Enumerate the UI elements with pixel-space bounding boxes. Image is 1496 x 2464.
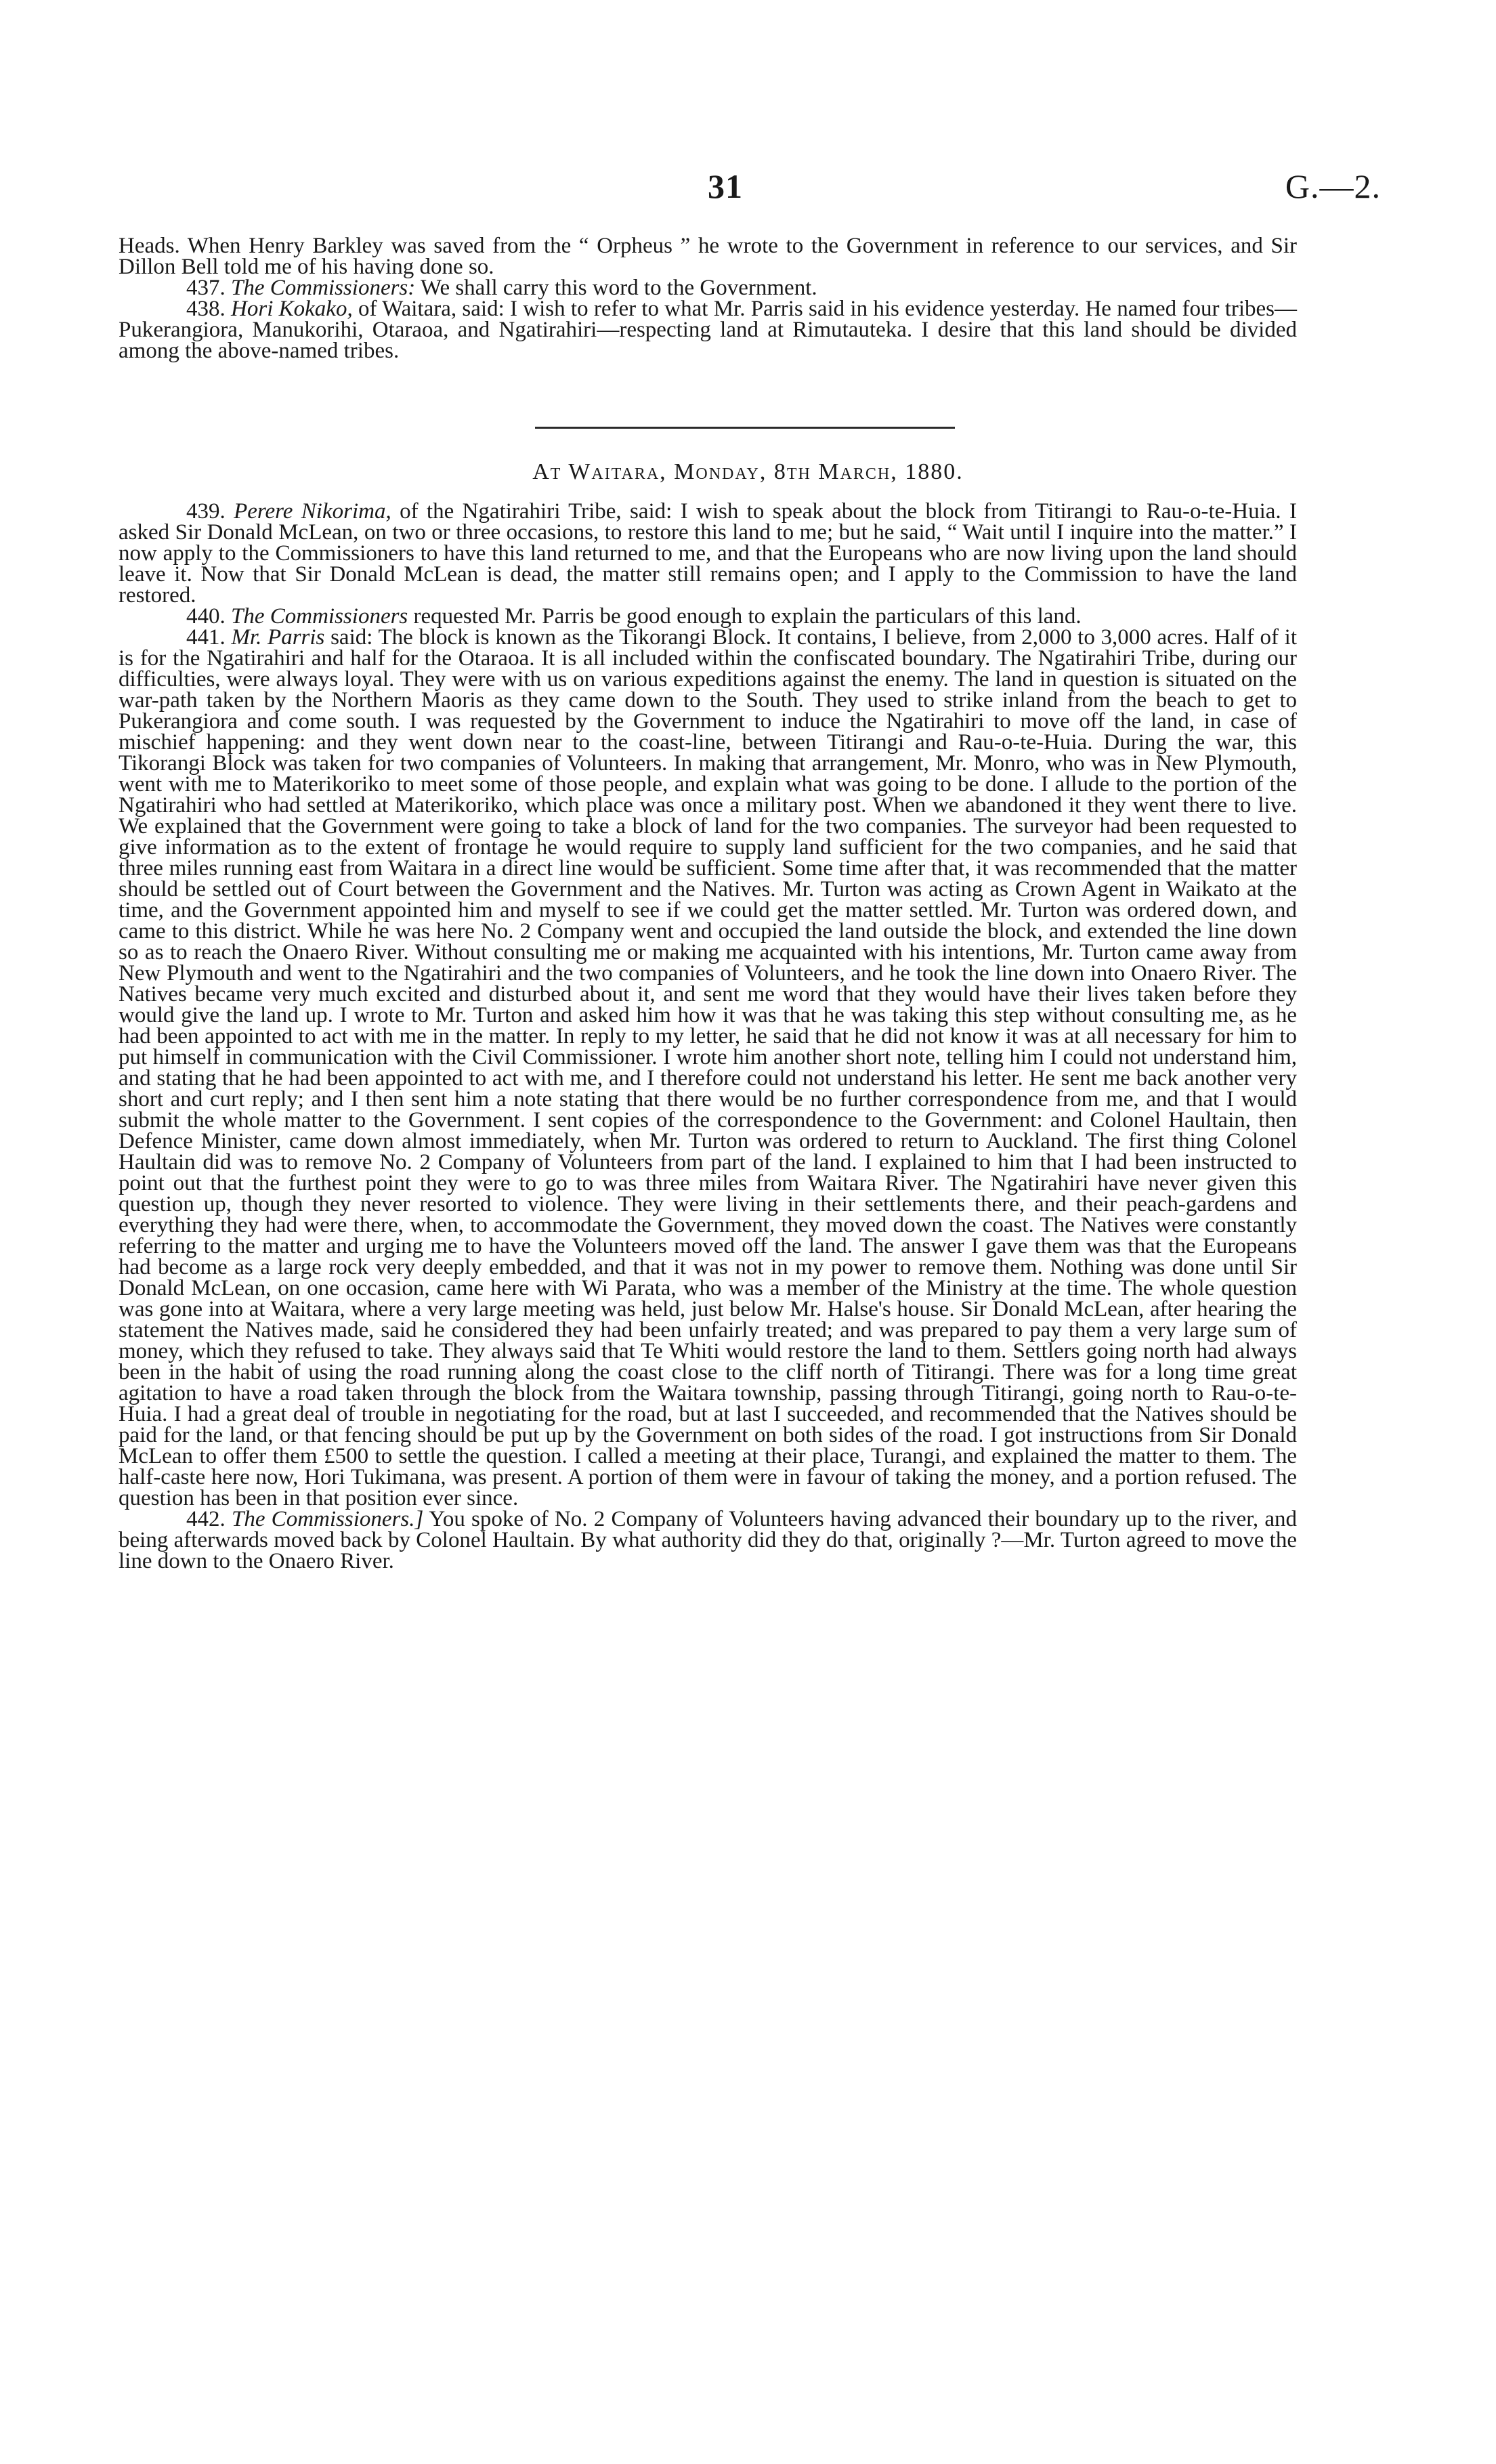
paragraph-number: 438. — [186, 297, 226, 321]
speaker-name: Hori Kokako, — [231, 297, 353, 321]
paragraph-text: You spoke of No. 2 Company of Volunteers having advanced their boundary up to the river, and being afterwards moved back by Colonel Haultain. By what authority did they do that, originally ?—Mr. Turton agreed to move the line down to the Onaero River. — [119, 1507, 1297, 1573]
section-divider — [535, 427, 955, 429]
paragraph-text: of the Ngatirahiri Tribe, said: I wish to speak about the block from Titirangi to Rau-o-te-Huia. I asked Sir Donald McLean, on two or three occasions, to restore this land to me; but he said, “ Wait until I inquire into the matter.” I now apply to the Commissioners to have this land returned to me, and that the Europeans who are now living upon the land should leave it. Now that Sir Donald McLean is dead, the matter still remains open; and I apply to the Commission to have the land restored. — [119, 499, 1297, 608]
paragraph-number: 441. — [186, 625, 226, 650]
speaker-name: The Commissioners — [231, 604, 408, 629]
paragraph-440 — [119, 606, 1297, 627]
paragraph-441 — [119, 627, 1297, 1509]
paragraph-number: 440. — [186, 604, 226, 629]
paragraph-439 — [119, 501, 1297, 606]
paragraph-text: said: The block is known as the Tikorangi Block. It contains, I believe, from 2,000 to 3,000 acres. Half of it is for the Ngatirahiri and half for the Otaraoa. It is all included within the confiscated boundary. The Ngatirahiri Tribe, during our difficulties, were always loyal. They were with us on various expeditions against the enemy. The land in question is situated on the war-path taken by the Northern Maoris as they came down to the South. They used to strike inland from the beach to get to Pukerangiora and come south. I was requested by the Government to induce the Ngatirahiri to move off the land, in case of mischief happening: and they went down near to the coast-line, between Titirangi and Rau-o-te-Huia. During the war, this Tikorangi Block was taken for two companies of Volunteers. In making that arrangement, Mr. Monro, who was in New Plymouth, went with me to Materikoriko to meet some of those people, and explain what was going to be done. I allude to the portion of the Ngatirahiri who had settled at Materikoriko, which place was once a military post. When we abandoned it they went there to live. We explained that the Government were going to take a block of land for the two companies. The surveyor had been requested to give information as to the extent of frontage he would require to supply land sufficient for the two companies, and he said that three miles running east from Waitara in a direct line would be sufficient. Some time after that, it was recommended that the matter should be settled out of Court between the Government and the Natives. Mr. Turton was acting as Crown Agent in Waikato at the time, and the Government appointed him and myself to see if we could get the matter settled. Mr. Turton was ordered down, and came to this district. While he was here No. 2 Company went and occupied the land outside the block, and extended the line down so as to reach the Onaero River. Without consulting me or making me acquainted with his intentions, Mr. Turton came away from New Plymouth and went to the Ngatirahiri and the two companies of Volunteers, and he took the line down into Onaero River. The Natives became very much excited and disturbed about it, and sent me word that they would have their lives taken before they would give the land up. I wrote to Mr. Turton and asked him how it was that he was taking this step without consulting me, as he had been appointed to act with me in the matter. In reply to my letter, he said that he did not know it was at all necessary for him to put himself in communication with the Civil Commissioner. I wrote him another short note, telling him I could not understand him, and stating that he had been appointed to act with me, and I therefore could not understand his letter. He sent me back another very short and curt reply; and I then sent him a note stating that there would be no further correspondence from me, and that I would submit the whole matter to the Government. I sent copies of the correspondence to the Government: and Colonel Haultain, then Defence Minister, came down almost immediately, when Mr. Turton was ordered to return to Auckland. The first thing Colonel Haultain did was to remove No. 2 Company of Volunteers from part of the land. I explained to him that I had been instructed to point out that the furthest point they were to go to was three miles from Waitara River. The Ngatirahiri have never given this question up, though they never resorted to violence. They were living in their settlements there, and their peach-gardens and everything they had were there, when, to accommodate the Government, they moved down the coast. The Natives were constantly referring to the matter and urging me to have the Volunteers moved off the land. The answer I gave them was that the Europeans had become as a large rock very deeply embedded, and that it was not in my power to remove them. Nothing was done until Sir Donald McLean, on one occasion, came here with Wi Parata, who was a member of the Ministry at the time. The whole question was gone into at Waitara, where a very large meeting was held, just below Mr. Halse's house. Sir Donald McLean, after hearing the statement the Natives made, said he considered they had been unfairly treated; and was prepared to pay them a very large sum of money, which they refused to take. They always said that Te Whiti would restore the land to them. Settlers going north had always been in the habit of using the road running along the coast close to the cliff north of Titirangi. There was for a long time great agitation to have a road taken through the block from the Waitara township, passing through Titirangi, going north to Rau-o-te-Huia. I had a great deal of trouble in negotiating for the road, but at last I succeeded, and recommended that the Natives should be paid for the land, or that fencing should be put up by the Government on both sides of the road. I got instructions from Sir Donald McLean to offer them £500 to settle the question. I called a meeting at their place, Turangi, and explained the matter to them. The half-caste here now, Hori Tukimana, was present. A portion of them were in favour of taking the money, and a portion refused. The question has been in that position ever since. — [119, 625, 1297, 1510]
paragraph-text: Heads. When Henry Barkley was saved from the “ Orpheus ” he wrote to the Government in reference to our services, and Sir Dillon Bell told me of his having done so. — [119, 234, 1297, 279]
speaker-name: The Commissioners.] — [231, 1507, 424, 1531]
intro-block — [119, 236, 1297, 362]
paragraph-text: of Waitara, said: I wish to refer to what Mr. Parris said in his evidence yesterday. He named four tribes—Pukerangiora, Manukorihi, Otaraoa, and Ngatirahiri—respecting land at Rimutauteka. I desire that this land should be divided among the above-named tribes. — [119, 297, 1298, 363]
paragraph-number: 439. — [186, 499, 226, 524]
paragraph-437 — [119, 278, 1297, 299]
paragraph-heads — [119, 236, 1297, 278]
speaker-name: Perere Nikorima, — [234, 499, 391, 524]
paragraph-text: We shall carry this word to the Government. — [420, 276, 817, 300]
paragraph-number: 442. — [186, 1507, 226, 1531]
section-heading: At Waitara, Monday, 8th March, 1880. — [532, 459, 964, 484]
paragraph-438 — [119, 299, 1297, 362]
paragraph-442 — [119, 1509, 1297, 1572]
paragraph-text: requested Mr. Parris be good enough to explain the particulars of this land. — [413, 604, 1082, 629]
paragraph-number: 437. — [186, 276, 226, 300]
speaker-name: The Commissioners: — [231, 276, 416, 300]
evidence-block — [119, 501, 1297, 1572]
page-number: 31 — [708, 167, 743, 205]
sheet-reference: G.—2. — [1285, 167, 1381, 205]
speaker-name: Mr. Parris — [231, 625, 325, 650]
